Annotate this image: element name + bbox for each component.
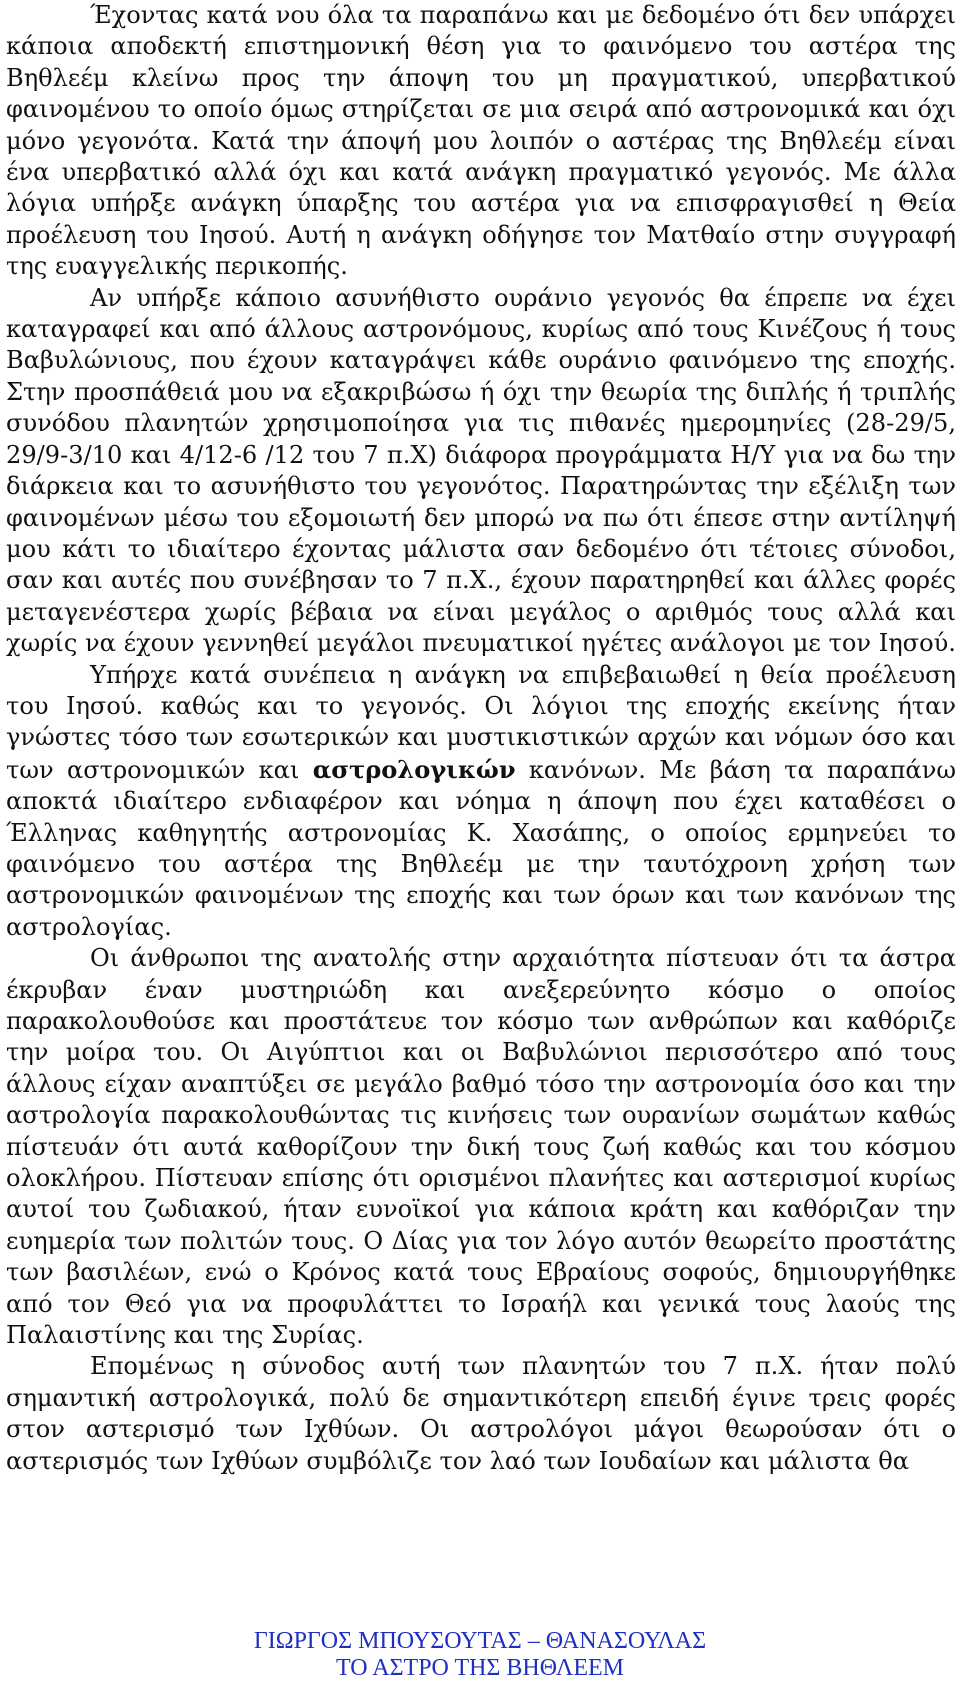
footer-authors: ΓΙΩΡΓΟΣ ΜΠΟΥΣΟΥΤΑΣ – ΘΑΝΑΣΟΥΛΑΣ <box>253 1628 707 1654</box>
footer-title: ΤΟ ΑΣΤΡΟ ΤΗΣ ΒΗΘΛΕΕΜ <box>336 1655 624 1681</box>
document-body <box>6 0 956 1477</box>
paragraph-3 <box>6 660 956 944</box>
paragraph-2 <box>6 283 956 660</box>
paragraph-1 <box>6 0 956 283</box>
paragraph-2-text: Αν υπήρξε κάποιο ασυνήθιστο ουράνιο γεγονός θα έπρεπε να έχει καταγραφεί και από άλλους αστρονόμους, κυρίως από τους Κινέζους ή τους Βαβυλώνιους, που έχουν καταγράψει κάθε ουράνιο φαινόμενο της εποχής. Στην προσπάθειά μου να εξακριβώσω ή όχι την θεωρία της διπλής ή τριπλής συνόδου πλανητών χρησιμοποίησα για τις πιθανές ημερομηνίες (28-29/5, 29/9-3/10 και 4/12-6 /12 του 7 π.Χ) διάφορα προγράμματα Η/Υ για να δω την διάρκεια και το ασυνήθιστο του γεγονότος. Παρατηρώντας την εξέλιξη των φαινομένων μέσω του εξομοιωτή δεν μπορώ να πω ότι έπεσε στην αντίληψή μου κάτι το ιδιαίτερο έχοντας μάλιστα σαν δεδομένο ότι τέτοιες σύνοδοι, σαν και αυτές που συνέβησαν το 7 π.Χ., έχουν παρατηρηθεί και άλλες φορές μεταγενέστερα χωρίς βέβαια να είναι μεγάλος ο αριθμός τους αλλά και χωρίς να έχουν γεννηθεί μεγάλοι πνευματικοί ηγέτες ανάλογοι με τον Ιησού. <box>6 283 956 658</box>
paragraph-4-text: Οι άνθρωποι της ανατολής στην αρχαιότητα πίστευαν ότι τα άστρα έκρυβαν έναν μυστηριώδη και ανεξερεύνητο κόσμο ο οποίος παρακολουθούσε και προστάτευε τον κόσμο των ανθρώπων και καθόριζε την μοίρα του. Οι Αιγύπτιοι και οι Βαβυλώνιοι περισσότερο από τους άλλους είχαν αναπτύξει σε μεγάλο βαθμό τόσο την αστρονομία όσο και την αστρολογία παρακολουθώντας τις κινήσεις των ουρανίων σωμάτων καθώς πίστευάν ότι αυτά καθορίζουν την δική τους ζωή καθώς και του κόσμου ολοκλήρου. Πίστευαν επίσης ότι ορισμένοι πλανήτες και αστερισμοί κυρίως αυτοί του ζωδιακού, ήταν ευνοϊκοί για κάποια κράτη και καθόριζαν την ευημερία των πολιτών τους. Ο Δίας για τον λόγο αυτόν θεωρείτο προστάτης των βασιλέων, ενώ ο Κρόνος κατά τους Εβραίους σοφούς, δημιουργήθηκε από τον Θεό για να προφυλάττει το Ισραήλ και γενικά τους λαούς της Παλαιστίνης και της Συρίας. <box>6 944 956 1350</box>
paragraph-3-text-before: Υπήρχε κατά συνέπεια η ανάγκη να επιβεβαιωθεί η θεία προέλευση του Ιησού. καθώς και το γεγονός. Οι λόγιοι της εποχής εκείνης ήταν γνώστες τόσο των εσωτερικών και μυστικιστικών αρχών και νόμων όσο και των αστρονομικών και <box>6 660 956 784</box>
page-footer <box>0 1628 960 1682</box>
paragraph-1-text: Έχοντας κατά νου όλα τα παραπάνω και με δεδομένο ότι δεν υπάρχει κάποια αποδεκτή επιστημονική θέση για το φαινόμενο του αστέρα της Βηθλεέμ κλείνω προς την άποψη του μη πραγματικού, υπερβατικού φαινομένου το οποίο όμως στηρίζεται σε μια σειρά από αστρονομικά και όχι μόνο γεγονότα. Κατά την άποψή μου λοιπόν ο αστέρας της Βηθλεέμ είναι ένα υπερβατικό αλλά όχι και κατά ανάγκη πραγματικό γεγονός. Με άλλα λόγια υπήρξε ανάγκη ύπαρξης του αστέρα για να επισφραγισθεί η Θεία προέλευση του Ιησού. Αυτή η ανάγκη οδήγησε τον Ματθαίο στην συγγραφή της ευαγγελικής περικοπής. <box>6 1 956 281</box>
paragraph-5 <box>6 1351 956 1477</box>
paragraph-5-text: Επομένως η σύνοδος αυτή των πλανητών του 7 π.Χ. ήταν πολύ σημαντική αστρολογικά, πολύ δε σημαντικότερη επειδή έγινε τρεις φορές στον αστερισμό των Ιχθύων. Οι αστρολόγοι μάγοι θεωρούσαν ότι ο αστερισμός των Ιχθύων συμβόλιζε τον λαό των Ιουδαίων και μάλιστα θα <box>6 1352 956 1475</box>
paragraph-3-bold-word: αστρολογικών <box>312 754 516 784</box>
paragraph-3-text-after: κανόνων. Με βάση τα παραπάνω αποκτά ιδιαίτερο ενδιαφέρον και νόημα η άποψη που έχει καταθέσει ο Έλληνας καθηγητής αστρονομίας Κ. Χασάπης, ο οποίος ερμηνεύει το φαινόμενο του αστέρα της Βηθλεέμ με την ταυτόχρονη χρήση των αστρονομικών φαινομένων της εποχής και των όρων και των κανόνων της αστρολογίας. <box>6 755 956 941</box>
paragraph-4 <box>6 943 956 1351</box>
